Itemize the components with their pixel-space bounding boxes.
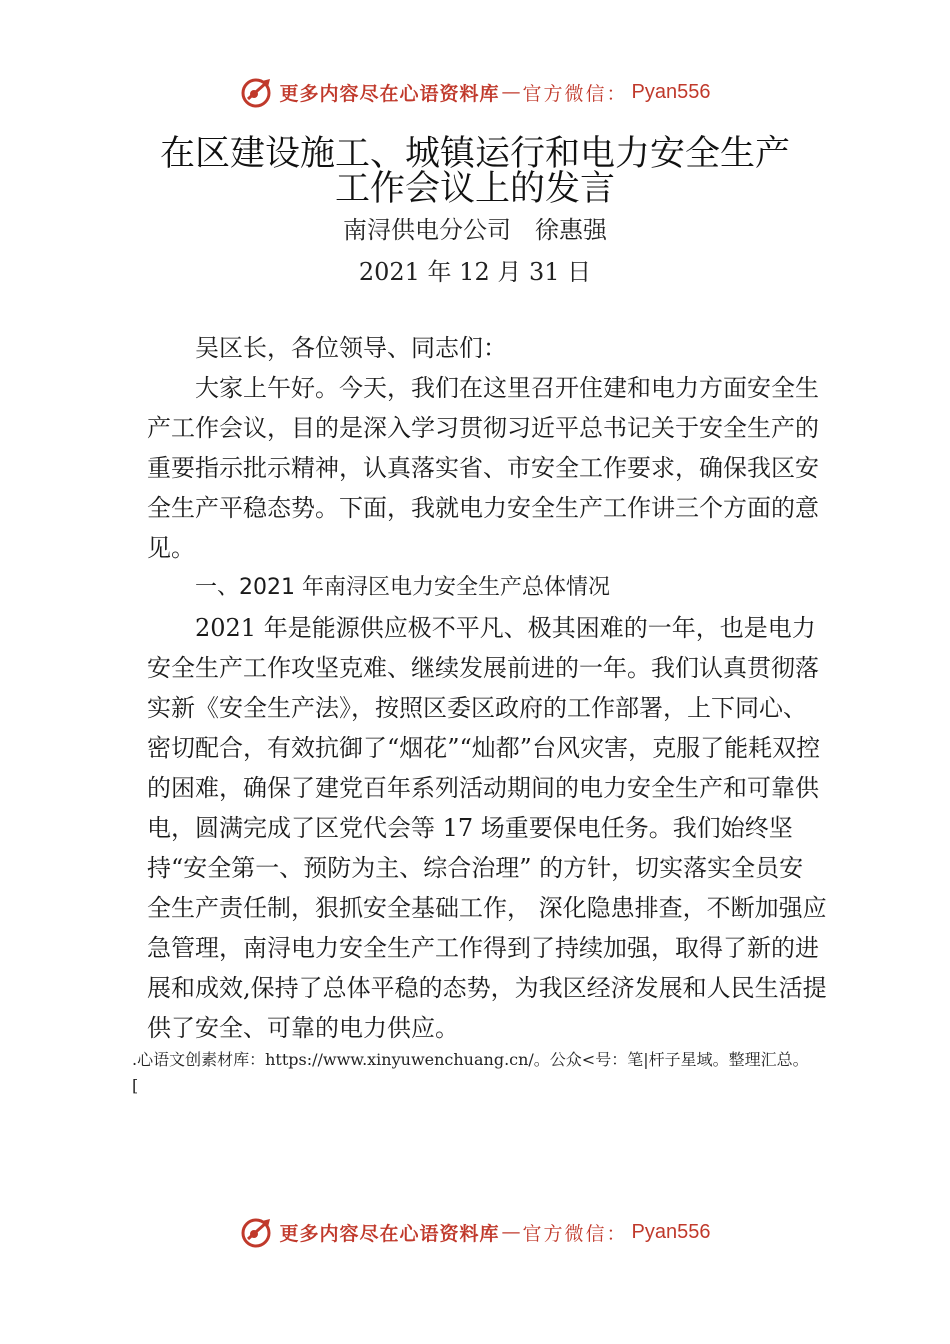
paragraph-overview: 2021 年是能源供应极不平凡、极其困难的一年，也是电力安全生产工作攻坚克难、继续发展前进的一年。我们认真贯彻落实新《安全生产法》，按照区委区政府的工作部署，上下同心、密切配合，有效抗御了“烟花”“灿都”台风灾害，克服了能耗双控的困难，确保了建党百年系列活动期间的电力安全生产和可靠供电，圆满完成了区党代会等 17 场重要保电任务。我们始终坚持“安全第一、预防为主、综合治理” 的方针，切实落实全员安全生产责任制，狠抓安全基础工作， 深化隐患排查，不断加强应急管理，南浔电力安全生产工作得到了持续加强，取得了新的进展和成效,保持了总体平稳的态势，为我区经济发展和人民生活提供了安全、可靠的电力供应。	[147, 614, 827, 1042]
footnote-line-2: [	[132, 1076, 139, 1095]
footnote-line-1: .心语文创素材库：https://www.xinyuwenchuang.cn/。公众<号：笔|杆子星域。整理汇总。	[132, 1050, 809, 1069]
footer-brand-text: 更多内容尽在心语资料库	[279, 1222, 500, 1245]
footer-label: 官方微信：	[522, 1222, 628, 1245]
document-title-line-1: 在区建设施工、城镇运行和电力安全生产	[159, 134, 790, 174]
section-heading-1: 一、2021 年南浔区电力安全生产总体情况	[195, 575, 610, 600]
brand-logo-icon	[240, 75, 274, 109]
banner-wechat-id: Pyan556	[631, 80, 711, 103]
document-title-line-2: 工作会议上的发言	[334, 169, 615, 209]
footer-banner	[0, 1212, 950, 1252]
salutation: 吴区长，各位领导、同志们：	[195, 334, 507, 362]
footer-wechat-id: Pyan556	[631, 1220, 711, 1243]
footer-dash: —	[501, 1221, 521, 1243]
footnote	[132, 1047, 852, 1099]
date-line: 2021 年 12 月 31 日	[358, 258, 592, 286]
banner-label: 官方微信：	[522, 82, 628, 105]
header-banner	[0, 72, 950, 112]
banner-brand-text: 更多内容尽在心语资料库	[279, 82, 500, 105]
author-line: 南浔供电分公司 徐惠强	[343, 216, 607, 244]
paragraph-intro: 大家上午好。今天，我们在这里召开住建和电力方面安全生产工作会议，目的是深入学习贯彻习近平总书记关于安全生产的重要指示批示精神，认真落实省、市安全工作要求，确保我区安全生产平稳态势。下面，我就电力安全生产工作讲三个方面的意见。	[147, 374, 819, 562]
banner-dash: —	[501, 81, 521, 103]
document-body	[147, 328, 827, 1048]
brand-logo-icon	[240, 1215, 274, 1249]
